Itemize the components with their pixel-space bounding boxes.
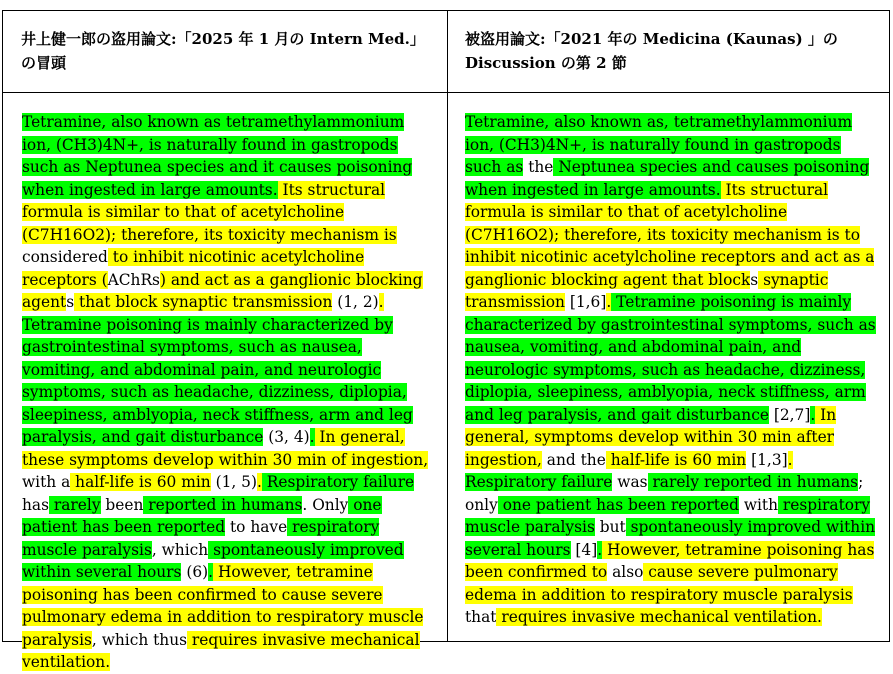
- text-segment: Respiratory failure: [261, 473, 415, 491]
- text-segment: requires invasive mechanical ventilation.: [22, 630, 420, 671]
- text-segment: spontaneously improved within several hours: [22, 540, 404, 581]
- text-segment: that block synaptic transmission: [74, 293, 333, 311]
- text-segment: one patient has been reported: [22, 495, 382, 536]
- text-segment: . Only: [302, 495, 349, 514]
- text-segment: and the: [541, 450, 606, 469]
- text-segment: .: [309, 428, 315, 446]
- text-segment: Tetramine, also known as tetramethylammonium ion, (CH3)4N+, is naturally found in gastropods such as Neptunea species and it causes poisoning when ingested in large amounts.: [22, 113, 413, 199]
- right-column-header: 被盗用論文:「2021 年の Medicina (Kaunas) 」の Discussion の第 2 節: [465, 30, 838, 72]
- text-segment: Tetramine, also known as, tetramethylammonium ion, (CH3)4N+, is naturally found in gastropods such as: [465, 113, 853, 176]
- text-segment: Its structural formula is similar to that of acetylcholine (C7H16O2); therefore, its toxicity mechanism is: [22, 180, 397, 244]
- column-divider: [447, 11, 448, 641]
- header-divider: [3, 92, 889, 93]
- text-segment: (1, 2): [332, 293, 379, 311]
- text-segment: spontaneously improved within several hours: [465, 518, 876, 559]
- text-segment: Tetramine poisoning is mainly characterized by gastrointestinal symptoms, such as nausea, vomiting, and abdominal pain, and neurologic symptoms, such as headache, dizziness, diplopia, sleepiness, amblyopia, neck stiffness, arm and leg paralysis, and gait disturbance: [22, 315, 413, 446]
- text-segment: However, tetramine poisoning has been confirmed to cause severe pulmonary edema in addition to respiratory muscle paralysis: [22, 563, 424, 649]
- text-segment: (6): [181, 563, 209, 581]
- text-segment: AChRs: [107, 270, 160, 289]
- text-segment: , which: [151, 540, 209, 559]
- text-segment: [1,3]: [746, 450, 788, 469]
- text-segment: Respiratory failure: [465, 473, 613, 491]
- text-segment: been: [100, 495, 144, 514]
- text-segment: with a: [22, 473, 71, 491]
- text-segment: synaptic transmission: [465, 270, 829, 311]
- text-segment: half-life is 60 min: [605, 450, 747, 469]
- text-segment: to inhibit nicotinic acetylcholine receptors (: [22, 248, 365, 289]
- text-segment: .: [597, 540, 603, 559]
- text-segment: requires invasive mechanical ventilation.: [496, 608, 822, 626]
- text-segment: but: [594, 518, 626, 536]
- text-segment: [1,6]: [564, 293, 607, 311]
- text-segment: s: [66, 293, 75, 311]
- text-segment: .: [810, 405, 816, 424]
- plagiarizing-paper-text: [22, 111, 434, 674]
- text-segment: respiratory muscle paralysis: [465, 495, 871, 536]
- text-segment: the: [523, 158, 554, 176]
- text-segment: rarely reported in humans: [647, 473, 859, 491]
- text-segment: Neptunea species and causes poisoning when ingested in large amounts.: [465, 158, 870, 199]
- text-segment: Its structural formula is similar to that of acetylcholine (C7H16O2); therefore, its toxicity mechanism is to inhibit nicotinic acetylcholine receptors and act as a ganglionic blocking agent that block: [465, 180, 875, 289]
- text-segment: .: [378, 293, 384, 311]
- text-segment: (1, 5): [210, 473, 257, 491]
- text-segment: .: [256, 473, 262, 491]
- text-segment: .: [606, 293, 612, 311]
- text-segment: also: [607, 563, 644, 581]
- text-segment: half-life is 60 min: [70, 473, 211, 491]
- text-segment: was: [612, 473, 648, 491]
- text-segment: to have: [225, 518, 288, 536]
- text-segment: cause severe pulmonary edema in addition to respiratory muscle paralysis: [465, 563, 853, 604]
- text-segment: s: [750, 270, 759, 289]
- text-segment: [2,7]: [768, 405, 811, 424]
- text-segment: In general, symptoms develop within 30 min after ingestion,: [465, 405, 837, 469]
- text-segment: ) and act as a ganglionic blocking agent: [22, 270, 423, 311]
- text-segment: In general, these symptoms develop within 30 min of ingestion,: [22, 428, 429, 469]
- text-segment: .: [787, 450, 793, 469]
- text-segment: rarely: [49, 495, 101, 514]
- text-segment: [4]: [570, 540, 598, 559]
- text-segment: , which thus: [91, 630, 188, 649]
- text-segment: ; only: [465, 473, 864, 514]
- text-segment: (3, 4): [263, 428, 310, 446]
- text-segment: reported in humans: [143, 495, 303, 514]
- text-segment: considered: [22, 248, 108, 266]
- comparison-table: [2, 10, 890, 671]
- text-segment: has: [22, 495, 49, 514]
- left-column-header: 井上健一郎の盗用論文:「2025 年 1 月の Intern Med.」の冒頭: [21, 30, 425, 72]
- original-paper-text: [465, 111, 879, 629]
- text-segment: respiratory muscle paralysis: [22, 518, 380, 559]
- text-segment: one patient has been reported: [497, 495, 739, 514]
- text-segment: However, tetramine poisoning has been confirmed to: [465, 540, 875, 581]
- text-segment: .: [208, 563, 214, 581]
- text-segment: that: [465, 608, 497, 626]
- text-segment: Tetramine poisoning is mainly characterized by gastrointestinal symptoms, such as nausea, vomiting, and abdominal pain, and neurologic symptoms, such as headache, dizziness, diplopia, sleepiness, amblyopia, neck stiffness, arm and leg paralysis, and gait disturbance: [465, 293, 876, 424]
- text-segment: with: [738, 495, 779, 514]
